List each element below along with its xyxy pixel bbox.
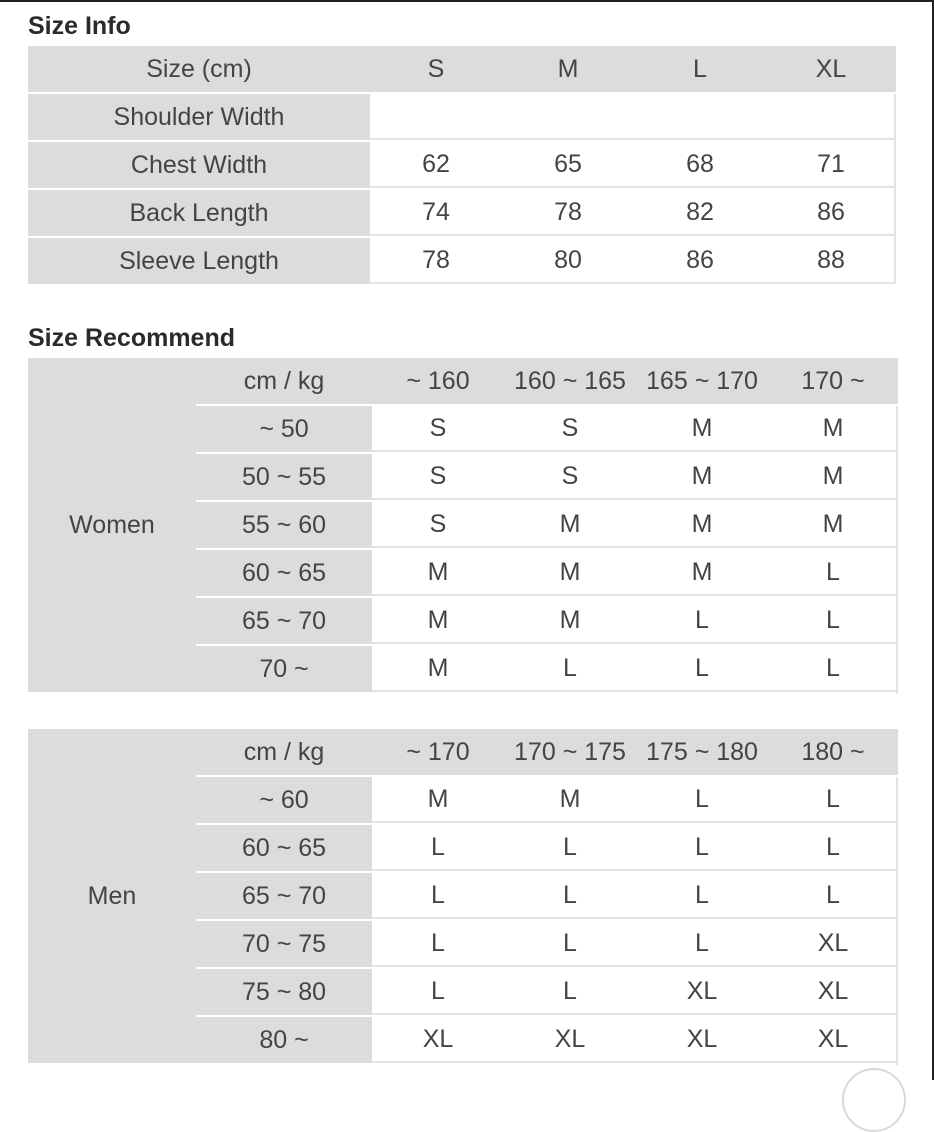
recommended-size-cell: L: [768, 825, 898, 871]
recommended-size-cell: M: [372, 550, 504, 596]
weight-range-label: 60 ~ 65: [196, 825, 372, 871]
measurement-value: 62: [370, 142, 502, 188]
recommended-size-cell: M: [636, 550, 768, 596]
recommended-size-cell: L: [768, 777, 898, 823]
size-info-title: Size Info: [28, 12, 131, 40]
recommended-size-cell: S: [504, 406, 636, 452]
recommended-size-cell: M: [504, 777, 636, 823]
size-header-label: Size (cm): [28, 46, 370, 92]
recommended-size-cell: M: [372, 646, 504, 692]
weight-range-label: 60 ~ 65: [196, 550, 372, 596]
recommended-size-cell: L: [636, 873, 768, 919]
recommended-size-cell: L: [372, 969, 504, 1015]
weight-range-label: 65 ~ 70: [196, 598, 372, 644]
recommended-size-cell: M: [636, 454, 768, 500]
measurement-value: [634, 94, 766, 140]
height-range-header: ~ 160: [372, 358, 504, 404]
recommended-size-cell: M: [768, 454, 898, 500]
measurement-value: 65: [502, 142, 634, 188]
height-range-header: 160 ~ 165: [504, 358, 636, 404]
weight-range-label: ~ 50: [196, 406, 372, 452]
measurement-value: 68: [634, 142, 766, 188]
recommended-size-cell: XL: [768, 921, 898, 967]
recommended-size-cell: L: [768, 873, 898, 919]
weight-range-label: 70 ~ 75: [196, 921, 372, 967]
recommended-size-cell: L: [768, 646, 898, 692]
height-range-header: 170 ~ 175: [504, 729, 636, 775]
recommended-size-cell: L: [768, 598, 898, 644]
measurement-value: 78: [502, 190, 634, 236]
measurement-value: 71: [766, 142, 896, 188]
recommended-size-cell: L: [504, 873, 636, 919]
measurement-value: 78: [370, 238, 502, 284]
recommended-size-cell: S: [372, 502, 504, 548]
recommended-size-cell: L: [504, 969, 636, 1015]
measurement-value: [502, 94, 634, 140]
size-header-cell: L: [634, 46, 766, 92]
table-border: [896, 777, 898, 1065]
recommended-size-cell: S: [504, 454, 636, 500]
size-header-cell: M: [502, 46, 634, 92]
recommended-size-cell: L: [768, 550, 898, 596]
height-range-header: 170 ~: [768, 358, 898, 404]
weight-range-label: 55 ~ 60: [196, 502, 372, 548]
recommended-size-cell: XL: [768, 969, 898, 1015]
recommended-size-cell: S: [372, 406, 504, 452]
size-header-cell: S: [370, 46, 502, 92]
recommended-size-cell: L: [504, 646, 636, 692]
measurement-value: 82: [634, 190, 766, 236]
weight-range-label: 70 ~: [196, 646, 372, 692]
recommended-size-cell: L: [504, 825, 636, 871]
height-range-header: 180 ~: [768, 729, 898, 775]
measurement-value: [370, 94, 502, 140]
recommended-size-cell: XL: [504, 1017, 636, 1063]
recommended-size-cell: L: [636, 646, 768, 692]
measurement-label: Chest Width: [28, 142, 370, 188]
scroll-top-button[interactable]: [842, 1068, 906, 1132]
recommended-size-cell: L: [504, 921, 636, 967]
height-weight-header: cm / kg: [196, 729, 372, 775]
height-range-header: 175 ~ 180: [636, 729, 768, 775]
table-border: [896, 406, 898, 694]
height-weight-header: cm / kg: [196, 358, 372, 404]
recommended-size-cell: M: [636, 502, 768, 548]
weight-range-label: 50 ~ 55: [196, 454, 372, 500]
recommended-size-cell: L: [636, 598, 768, 644]
recommended-size-cell: M: [372, 598, 504, 644]
measurement-label: Shoulder Width: [28, 94, 370, 140]
recommended-size-cell: L: [372, 921, 504, 967]
recommended-size-cell: M: [768, 502, 898, 548]
measurement-value: 86: [634, 238, 766, 284]
recommended-size-cell: XL: [372, 1017, 504, 1063]
recommended-size-cell: L: [372, 825, 504, 871]
recommended-size-cell: M: [636, 406, 768, 452]
measurement-value: 88: [766, 238, 896, 284]
measurement-label: Sleeve Length: [28, 238, 370, 284]
recommended-size-cell: L: [636, 921, 768, 967]
recommended-size-cell: L: [636, 777, 768, 823]
table-border: [894, 94, 896, 284]
measurement-value: 86: [766, 190, 896, 236]
recommended-size-cell: XL: [636, 1017, 768, 1063]
recommended-size-cell: S: [372, 454, 504, 500]
recommended-size-cell: M: [504, 502, 636, 548]
recommended-size-cell: M: [504, 550, 636, 596]
weight-range-label: 80 ~: [196, 1017, 372, 1063]
women-group-label: Women: [28, 358, 196, 692]
men-group-label: Men: [28, 729, 196, 1063]
height-range-header: ~ 170: [372, 729, 504, 775]
recommended-size-cell: L: [372, 873, 504, 919]
weight-range-label: 65 ~ 70: [196, 873, 372, 919]
recommended-size-cell: M: [504, 598, 636, 644]
size-recommend-title: Size Recommend: [28, 324, 236, 352]
recommended-size-cell: M: [372, 777, 504, 823]
weight-range-label: 75 ~ 80: [196, 969, 372, 1015]
measurement-label: Back Length: [28, 190, 370, 236]
recommended-size-cell: L: [636, 825, 768, 871]
measurement-value: [766, 94, 896, 140]
measurement-value: 74: [370, 190, 502, 236]
recommended-size-cell: M: [768, 406, 898, 452]
weight-range-label: ~ 60: [196, 777, 372, 823]
recommended-size-cell: XL: [636, 969, 768, 1015]
height-range-header: 165 ~ 170: [636, 358, 768, 404]
size-header-cell: XL: [766, 46, 896, 92]
recommended-size-cell: XL: [768, 1017, 898, 1063]
measurement-value: 80: [502, 238, 634, 284]
